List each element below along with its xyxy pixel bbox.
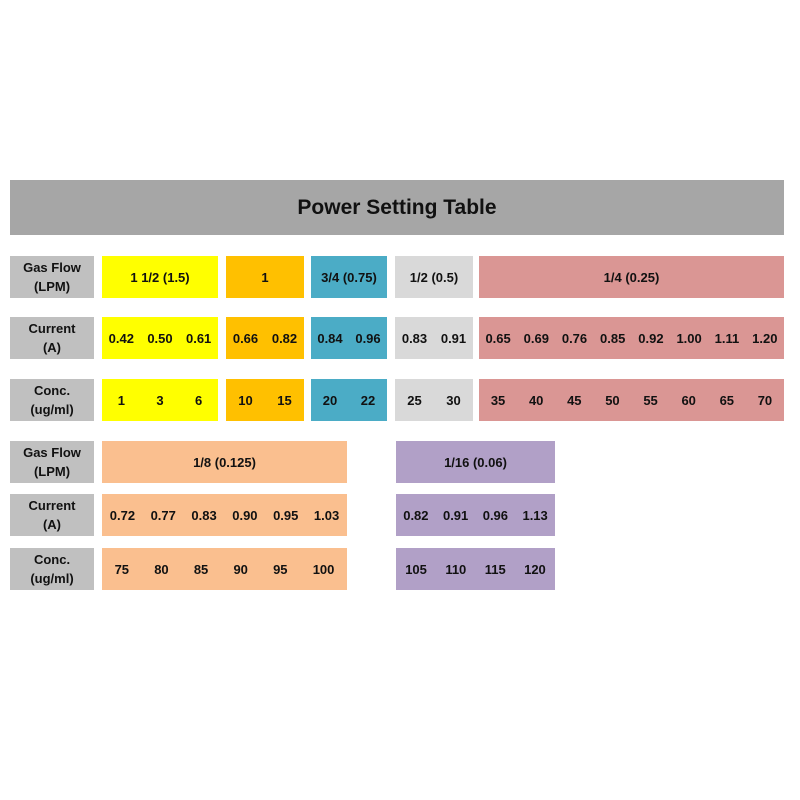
current-value: 0.69	[523, 330, 549, 346]
gas-flow-value: 1/2 (0.5)	[409, 269, 459, 285]
current-value: 0.82	[403, 507, 429, 523]
conc-value: 115	[484, 561, 506, 577]
current-cell	[395, 317, 473, 359]
current-value: 0.66	[232, 330, 259, 346]
conc-value: 70	[757, 392, 773, 408]
conc-value: 75	[114, 561, 130, 577]
current-value: 0.95	[273, 507, 299, 523]
conc-value: 3	[156, 392, 164, 408]
conc-value: 60	[681, 392, 696, 408]
row-label-unit: (LPM)	[33, 279, 71, 294]
current-value: 0.65	[485, 330, 511, 346]
row-label-line: Gas Flow	[23, 445, 81, 460]
current-value: 0.92	[638, 330, 664, 346]
current-value: 0.91	[442, 507, 469, 523]
gas-flow-cell	[102, 441, 347, 483]
gas-flow-value: 3/4 (0.75)	[321, 269, 377, 285]
current-value: 1.20	[752, 330, 778, 346]
current-value: 1.13	[522, 507, 548, 523]
conc-value: 10	[238, 392, 253, 408]
conc-value: 55	[643, 392, 658, 408]
conc-value: 110	[445, 561, 467, 577]
current-cell	[479, 317, 784, 359]
row-label-line: Gas Flow	[23, 260, 81, 275]
conc-value: 15	[277, 392, 292, 408]
row-label-unit: (LPM)	[33, 464, 71, 479]
conc-value: 65	[719, 392, 735, 408]
conc-value: 35	[490, 392, 506, 408]
row-label-unit: (A)	[42, 340, 62, 355]
current-value: 1.00	[676, 330, 702, 346]
current-value: 0.91	[440, 330, 467, 346]
row-label-conc	[10, 379, 94, 421]
conc-value: 90	[233, 561, 248, 577]
current-value: 0.72	[109, 507, 136, 523]
current-value: 0.90	[232, 507, 258, 523]
conc-value: 30	[446, 392, 461, 408]
conc-cell	[396, 548, 555, 590]
conc-value: 95	[273, 561, 288, 577]
conc-cell	[479, 379, 784, 421]
current-value: 0.85	[600, 330, 626, 346]
gas-flow-cell	[395, 256, 473, 298]
row-label-unit: (ug/ml)	[30, 571, 74, 586]
page-title: Power Setting Table	[297, 195, 497, 219]
gas-flow-value: 1/8 (0.125)	[193, 454, 256, 470]
conc-value: 50	[605, 392, 620, 408]
row-label-conc-2	[10, 548, 94, 590]
conc-value: 6	[195, 392, 203, 408]
row-label-gas-flow	[10, 256, 94, 298]
row-label-line: Conc.	[33, 383, 71, 398]
conc-value: 25	[407, 392, 422, 408]
conc-value: 105	[405, 561, 427, 577]
current-value: 0.61	[185, 330, 212, 346]
row-label-line: Conc.	[33, 552, 71, 567]
gas-flow-cell	[226, 256, 304, 298]
gas-flow-cell	[396, 441, 555, 483]
current-cell	[102, 317, 218, 359]
row-label-line: Current	[28, 321, 76, 336]
gas-flow-value: 1	[261, 269, 269, 285]
conc-value: 20	[322, 392, 338, 408]
row-label-current-2	[10, 494, 94, 536]
current-cell	[396, 494, 555, 536]
conc-value: 40	[528, 392, 544, 408]
conc-cell	[102, 379, 218, 421]
conc-cell	[102, 548, 347, 590]
gas-flow-value: 1/16 (0.06)	[444, 454, 507, 470]
current-value: 0.77	[150, 507, 176, 523]
conc-cell	[226, 379, 304, 421]
gas-flow-cell	[102, 256, 218, 298]
conc-value: 1	[117, 392, 125, 408]
current-value: 0.96	[355, 330, 381, 346]
current-value: 0.96	[482, 507, 509, 523]
gas-flow-value: 1 1/2 (1.5)	[130, 269, 190, 285]
conc-value: 100	[312, 561, 335, 577]
current-value: 0.76	[561, 330, 588, 346]
row-label-current	[10, 317, 94, 359]
current-value: 0.84	[317, 330, 343, 346]
current-value: 1.11	[714, 330, 740, 346]
current-cell	[311, 317, 387, 359]
current-value: 0.83	[191, 507, 217, 523]
conc-value: 45	[567, 392, 582, 408]
row-label-gas-flow-2	[10, 441, 94, 483]
conc-value: 120	[524, 561, 546, 577]
conc-cell	[311, 379, 387, 421]
conc-value: 85	[193, 561, 209, 577]
conc-cell	[395, 379, 473, 421]
current-value: 0.50	[147, 330, 173, 346]
title-bar	[10, 180, 784, 235]
row-label-line: Current	[28, 498, 76, 513]
current-value: 0.42	[108, 330, 134, 346]
conc-value: 22	[360, 392, 376, 408]
gas-flow-value: 1/4 (0.25)	[603, 269, 660, 285]
gas-flow-cell	[479, 256, 784, 298]
row-label-unit: (ug/ml)	[30, 402, 74, 417]
current-cell	[102, 494, 347, 536]
row-label-unit: (A)	[42, 517, 62, 532]
gas-flow-cell	[311, 256, 387, 298]
current-value: 0.82	[271, 330, 298, 346]
current-cell	[226, 317, 304, 359]
current-value: 0.83	[401, 330, 428, 346]
conc-value: 80	[154, 561, 169, 577]
current-value: 1.03	[313, 507, 340, 523]
